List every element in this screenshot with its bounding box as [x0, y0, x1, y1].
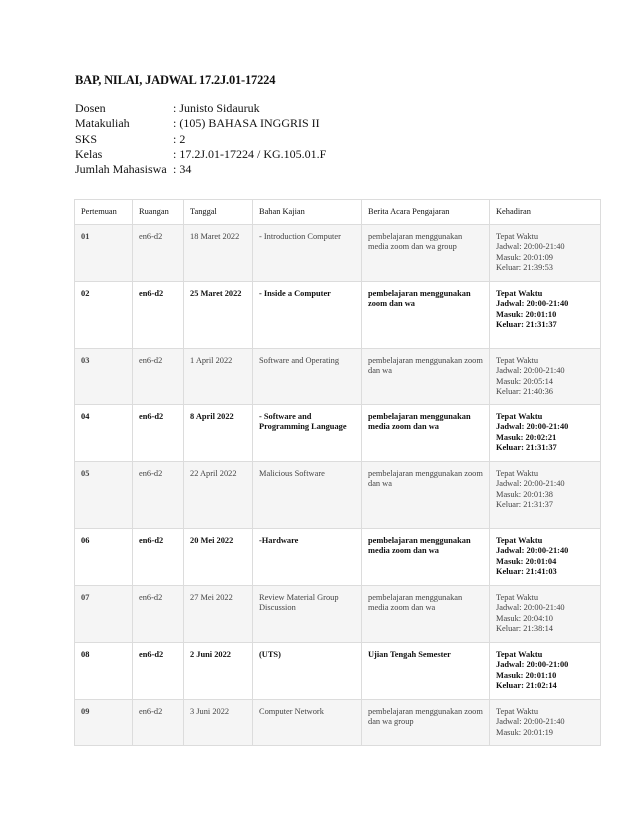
kehadiran-jadwal: Jadwal: 20:00-21:40	[496, 603, 565, 613]
cell-ruangan: en6-d2	[133, 462, 184, 529]
info-value: : 2	[173, 131, 186, 146]
info-label: Kelas	[75, 146, 103, 161]
kehadiran-keluar: Keluar: 21:39:53	[496, 263, 553, 273]
info-row-dosen	[75, 101, 326, 116]
cell-kehadiran	[490, 462, 601, 529]
cell-ruangan: en6-d2	[133, 405, 184, 462]
kehadiran-jadwal: Jadwal: 20:00-21:40	[496, 299, 569, 309]
cell-ruangan: en6-d2	[133, 700, 184, 746]
table-row	[75, 586, 601, 643]
kehadiran-keluar: Keluar: 21:41:03	[496, 567, 557, 577]
cell-bahan: Computer Network	[253, 700, 362, 746]
kehadiran-jadwal: Jadwal: 20:00-21:40	[496, 717, 565, 727]
cell-pertemuan: 09	[75, 700, 133, 746]
kehadiran-masuk: Masuk: 20:01:38	[496, 489, 553, 499]
kehadiran-status: Tepat Waktu	[496, 356, 539, 365]
cell-berita: pembelajaran menggunakan zoom dan wa	[362, 349, 490, 405]
cell-kehadiran	[490, 700, 601, 746]
table-row	[75, 405, 601, 462]
cell-tanggal: 27 Mei 2022	[184, 586, 253, 643]
cell-tanggal: 20 Mei 2022	[184, 529, 253, 586]
kehadiran-jadwal: Jadwal: 20:00-21:40	[496, 366, 565, 376]
kehadiran-status: Tepat Waktu	[496, 412, 543, 421]
kehadiran-status: Tepat Waktu	[496, 469, 539, 478]
info-value: : 34	[173, 162, 192, 177]
info-label: Matakuliah	[75, 116, 130, 131]
cell-pertemuan: 02	[75, 282, 133, 349]
cell-bahan: -Hardware	[253, 529, 362, 586]
cell-kehadiran	[490, 282, 601, 349]
kehadiran-status: Tepat Waktu	[496, 232, 539, 241]
header-kehadiran: Kehadiran	[490, 200, 601, 225]
kehadiran-masuk: Masuk: 20:02:21	[496, 432, 557, 442]
info-value: : 17.2J.01-17224 / KG.105.01.F	[173, 146, 327, 161]
cell-berita: pembelajaran menggunakan media zoom dan wa	[362, 529, 490, 586]
cell-tanggal: 22 April 2022	[184, 462, 253, 529]
cell-pertemuan: 07	[75, 586, 133, 643]
cell-pertemuan: 01	[75, 225, 133, 282]
cell-pertemuan: 03	[75, 349, 133, 405]
cell-bahan: Review Material Group Discussion	[253, 586, 362, 643]
kehadiran-masuk: Masuk: 20:01:10	[496, 309, 557, 319]
cell-kehadiran	[490, 529, 601, 586]
table-header-row	[75, 200, 601, 225]
info-value: : Junisto Sidauruk	[173, 101, 260, 115]
cell-bahan: Malicious Software	[253, 462, 362, 529]
cell-ruangan: en6-d2	[133, 529, 184, 586]
info-label: Dosen	[75, 101, 106, 115]
cell-tanggal: 25 Maret 2022	[184, 282, 253, 349]
cell-bahan: - Software and Programming Language	[253, 405, 362, 462]
kehadiran-jadwal: Jadwal: 20:00-21:40	[496, 242, 565, 252]
cell-berita: pembelajaran menggunakan media zoom dan wa group	[362, 225, 490, 282]
cell-ruangan: en6-d2	[133, 349, 184, 405]
cell-berita: pembelajaran menggunakan zoom dan wa	[362, 282, 490, 349]
cell-pertemuan: 06	[75, 529, 133, 586]
cell-tanggal: 1 April 2022	[184, 349, 253, 405]
kehadiran-masuk: Masuk: 20:01:04	[496, 556, 557, 566]
info-row-matakuliah	[75, 116, 326, 131]
kehadiran-masuk: Masuk: 20:01:10	[496, 670, 557, 680]
kehadiran-status: Tepat Waktu	[496, 650, 543, 659]
cell-pertemuan: 05	[75, 462, 133, 529]
cell-berita: pembelajaran menggunakan zoom dan wa group	[362, 700, 490, 746]
table-row	[75, 643, 601, 700]
header-pertemuan: Pertemuan	[75, 200, 133, 225]
kehadiran-keluar: Keluar: 21:38:14	[496, 624, 553, 634]
cell-ruangan: en6-d2	[133, 282, 184, 349]
cell-bahan: (UTS)	[253, 643, 362, 700]
cell-kehadiran	[490, 349, 601, 405]
table-row	[75, 225, 601, 282]
kehadiran-keluar: Keluar: 21:02:14	[496, 681, 557, 691]
kehadiran-jadwal: Jadwal: 20:00-21:40	[496, 422, 569, 432]
kehadiran-masuk: Masuk: 20:04:10	[496, 613, 553, 623]
kehadiran-keluar: Keluar: 21:31:37	[496, 500, 553, 510]
kehadiran-keluar: Keluar: 21:31:37	[496, 443, 557, 453]
cell-berita: Ujian Tengah Semester	[362, 643, 490, 700]
cell-berita: pembelajaran menggunakan media zoom dan wa	[362, 405, 490, 462]
cell-ruangan: en6-d2	[133, 643, 184, 700]
kehadiran-status: Tepat Waktu	[496, 707, 539, 716]
kehadiran-status: Tepat Waktu	[496, 289, 543, 298]
table-row	[75, 349, 601, 405]
cell-kehadiran	[490, 405, 601, 462]
info-row-kelas	[75, 147, 326, 162]
info-row-jumlah-mahasiswa	[75, 162, 326, 177]
cell-ruangan: en6-d2	[133, 586, 184, 643]
cell-kehadiran	[490, 225, 601, 282]
cell-ruangan: en6-d2	[133, 225, 184, 282]
cell-tanggal: 3 Juni 2022	[184, 700, 253, 746]
cell-kehadiran	[490, 586, 601, 643]
info-value: : (105) BAHASA INGGRIS II	[173, 116, 320, 131]
cell-kehadiran	[490, 643, 601, 700]
cell-bahan: Software and Operating	[253, 349, 362, 405]
cell-pertemuan: 04	[75, 405, 133, 462]
info-row-sks	[75, 132, 326, 147]
kehadiran-keluar: Keluar: 21:40:36	[496, 387, 553, 397]
kehadiran-masuk: Masuk: 20:01:19	[496, 727, 553, 737]
cell-tanggal: 8 April 2022	[184, 405, 253, 462]
table-row	[75, 700, 601, 746]
kehadiran-jadwal: Jadwal: 20:00-21:00	[496, 660, 569, 670]
cell-berita: pembelajaran menggunakan media zoom dan wa	[362, 586, 490, 643]
info-label: SKS	[75, 131, 98, 146]
table-row	[75, 529, 601, 586]
header-bahan-kajian: Bahan Kajian	[253, 200, 362, 225]
cell-berita: pembelajaran menggunakan zoom dan wa	[362, 462, 490, 529]
kehadiran-masuk: Masuk: 20:05:14	[496, 376, 553, 386]
kehadiran-status: Tepat Waktu	[496, 536, 543, 545]
schedule-table	[74, 199, 601, 746]
header-ruangan: Ruangan	[133, 200, 184, 225]
info-label: Jumlah Mahasiswa	[75, 162, 167, 177]
course-info	[75, 101, 326, 177]
kehadiran-status: Tepat Waktu	[496, 593, 539, 602]
cell-tanggal: 18 Maret 2022	[184, 225, 253, 282]
document-title: BAP, NILAI, JADWAL 17.2J.01-17224	[75, 73, 276, 87]
cell-bahan: - Inside a Computer	[253, 282, 362, 349]
kehadiran-jadwal: Jadwal: 20:00-21:40	[496, 479, 565, 489]
cell-tanggal: 2 Juni 2022	[184, 643, 253, 700]
table-row	[75, 462, 601, 529]
cell-pertemuan: 08	[75, 643, 133, 700]
kehadiran-keluar: Keluar: 21:31:37	[496, 320, 557, 330]
cell-bahan: - Introduction Computer	[253, 225, 362, 282]
kehadiran-masuk: Masuk: 20:01:09	[496, 252, 553, 262]
table-row	[75, 282, 601, 349]
kehadiran-jadwal: Jadwal: 20:00-21:40	[496, 546, 569, 556]
header-tanggal: Tanggal	[184, 200, 253, 225]
header-berita-acara: Berita Acara Pengajaran	[362, 200, 490, 225]
